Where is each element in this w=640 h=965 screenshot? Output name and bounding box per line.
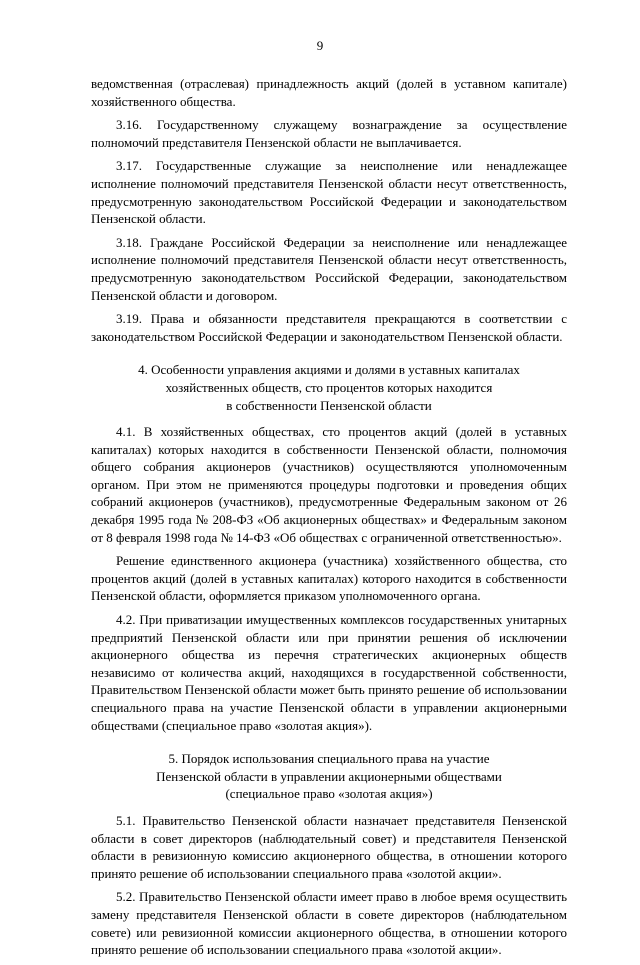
page-number: 9: [316, 38, 324, 53]
heading-line: в собственности Пензенской области: [226, 397, 432, 413]
paragraph-5-1: 5.1. Правительство Пензенской области назначает представителя Пензенской области в совет директоров (наблюдательный совет) и представителя Пензенской области в ревизионную комиссию акционерного общества, в отношении которого принято решение об использовании специального права «золотой акции».: [91, 812, 567, 881]
heading-line: 5. Порядок использования специального права на участие: [168, 751, 490, 767]
document-body: [91, 75, 567, 965]
paragraph-5-2: 5.2. Правительство Пензенской области имеет право в любое время осуществить замену представителя Пензенской области в совете директоров (наблюдательном совете) или ревизионной комиссии акционерного общества, в отношении которого принято решение об использовании специального права «золотой акции».: [91, 889, 567, 958]
paragraph-3-17: 3.17. Государственные служащие за неисполнение или ненадлежащее исполнение полномочий представителя Пензенской области несут ответственность, предусмотренную законодательством Российской Федерации и законодательством Пензенской области.: [91, 158, 567, 227]
paragraph-3-18: 3.18. Граждане Российской Федерации за неисполнение или ненадлежащее исполнение полномочий представителя Пензенской области несут ответственность, предусмотренную законодательством Российской Федерации, законодательством Пензенской области и договором.: [91, 234, 567, 303]
paragraph-continuation: ведомственная (отраслевая) принадлежность акций (долей в уставном капитале) хозяйственного общества.: [91, 76, 567, 109]
section-4-heading: [91, 361, 567, 414]
heading-line: Пензенской области в управлении акционерными обществами: [156, 768, 502, 784]
heading-line: 4. Особенности управления акциями и долями в уставных капиталах: [138, 362, 520, 378]
paragraph-3-16: 3.16. Государственному служащему вознаграждение за осуществление полномочий представителя Пензенской области не выплачивается.: [91, 117, 567, 150]
paragraph-3-19: 3.19. Права и обязанности представителя прекращаются в соответствии с законодательством Российской Федерации и законодательством Пензенской области.: [91, 311, 567, 344]
paragraph-4-2: 4.2. При приватизации имущественных комплексов государственных унитарных предприятий Пензенской области или при принятии решения об исключении акционерного общества из перечня стратегических акционерных обществ независимо от количества акций, находящихся в государственной собственности, Правительством Пензенской области может быть принято решение об использовании специального права на участие Пензенской области в управлении акционерными обществами (специальное право «золотая акция»).: [91, 612, 567, 733]
section-5-heading: [91, 750, 567, 803]
heading-line: (специальное право «золотая акция»): [225, 786, 433, 802]
paragraph-4-1: 4.1. В хозяйственных обществах, сто процентов акций (долей в уставных капиталах) которых находится в собственности Пензенской области, полномочия общего собрания акционеров (участников) осуществляются уполномоченным органом. При этом не применяются процедуры подготовки и проведения общих собраний акционеров (участников), предусмотренные Федеральным законом от 26 декабря 1995 года № 208-ФЗ «Об акционерных обществах» и Федеральным законом от 8 февраля 1998 года № 14-ФЗ «Об обществах с ограниченной ответственностью».: [91, 424, 567, 545]
heading-line: хозяйственных обществ, сто процентов которых находится: [165, 379, 493, 395]
paragraph-4-1-decision: Решение единственного акционера (участника) хозяйственного общества, сто процентов акций (долей в уставных капиталах) которого находится в собственности Пензенской области, оформляется приказом уполномоченного органа.: [91, 553, 567, 604]
